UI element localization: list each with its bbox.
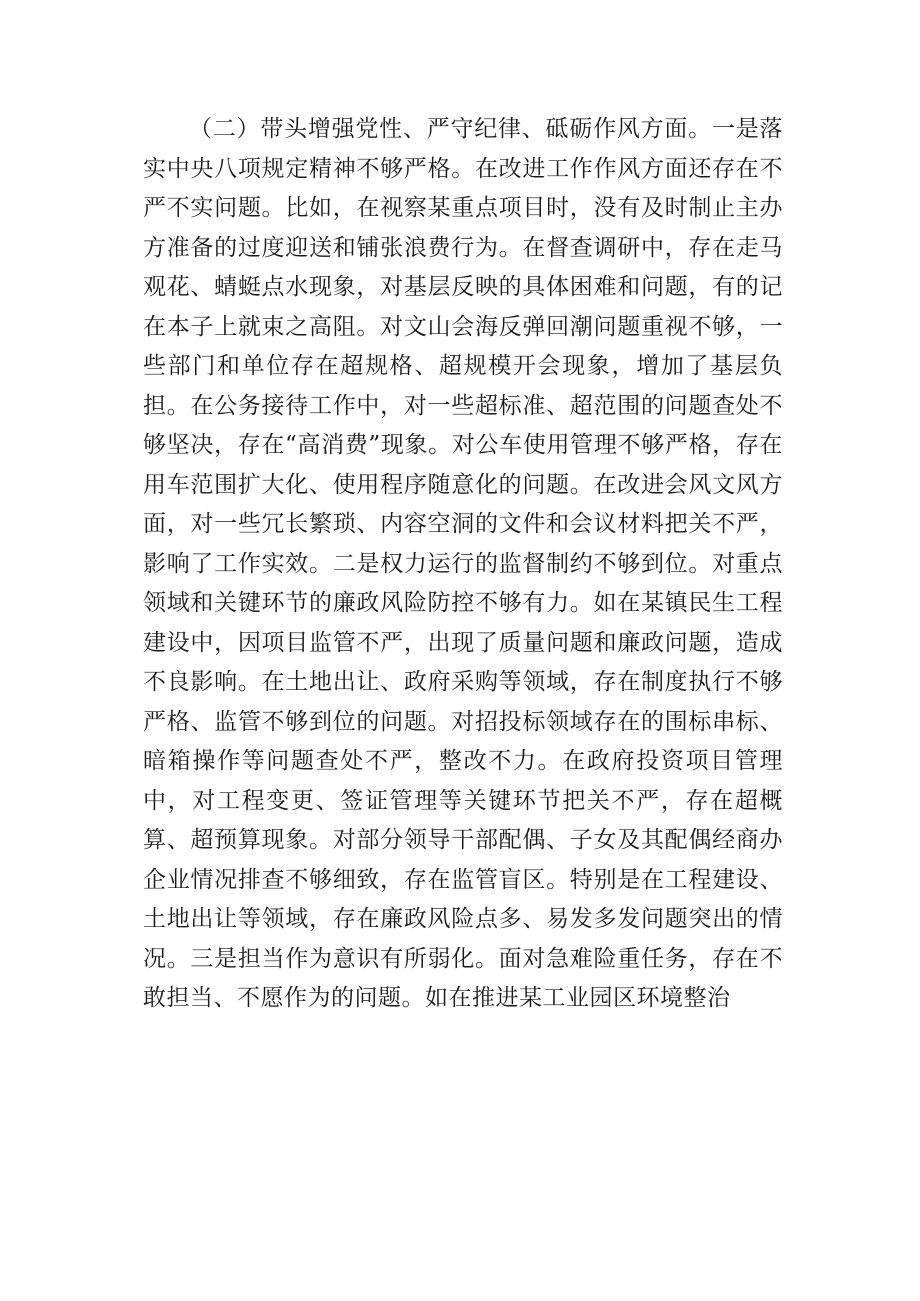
- body-paragraph: （二）带头增强党性、严守纪律、砥砺作风方面。一是落实中央八项规定精神不够严格。在改进工作作风方面还存在不严不实问题。比如，在视察某重点项目时，没有及时制止主办方准备的过度迎送和铺张浪费行为。在督查调研中，存在走马观花、蜻蜓点水现象，对基层反映的具体困难和问题，有的记在本子上就束之高阻。对文山会海反弹回潮问题重视不够，一些部门和单位存在超规格、超规模开会现象，增加了基层负担。在公务接待工作中，对一些超标准、超范围的问题查处不够坚决，存在“高消费”现象。对公车使用管理不够严格，存在用车范围扩大化、使用程序随意化的问题。在改进会风文风方面，对一些冗长繁琐、内容空洞的文件和会议材料把关不严，影响了工作实效。二是权力运行的监督制约不够到位。对重点领域和关键环节的廉政风险防控不够有力。如在某镇民生工程建设中，因项目监管不严，出现了质量问题和廉政问题，造成不良影响。在土地出让、政府采购等领域，存在制度执行不够严格、监管不够到位的问题。对招投标领域存在的围标串标、暗箱操作等问题查处不严，整改不力。在政府投资项目管理中，对工程变更、签证管理等关键环节把关不严，存在超概算、超预算现象。对部分领导干部配偶、子女及其配偶经商办企业情况排查不够细致，存在监管盲区。特别是在工程建设、土地出让等领域，存在廉政风险点多、易发多发问题突出的情况。三是担当作为意识有所弱化。面对急难险重任务，存在不敢担当、不愿作为的问题。如在推进某工业园区环境整治: [143, 116, 783, 1011]
